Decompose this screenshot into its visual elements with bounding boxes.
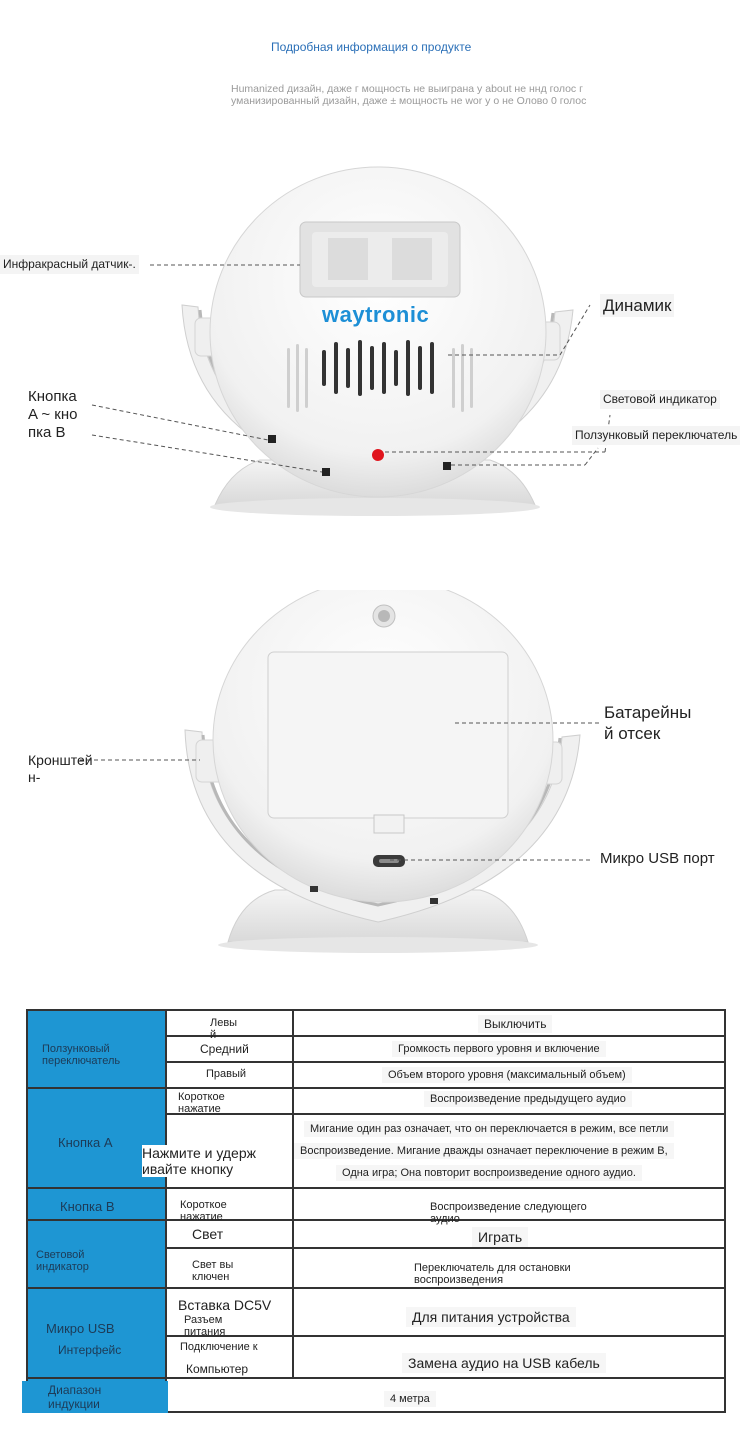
indicator-off-value: Переключатель для остановки воспроизведения <box>414 1262 571 1286</box>
button-b-title: Кнопка B <box>60 1199 115 1214</box>
slide-switch-label: Ползунковый переключатель <box>572 426 740 445</box>
button-a-long-line-2: Воспроизведение. Мигание дважды означает переключение в режим B, <box>294 1143 674 1159</box>
buttons-label: Кнопка A ~ кно пка B <box>28 388 78 441</box>
slide-middle-key: Средний <box>200 1042 249 1056</box>
slide-right-value: Объем второго уровня (максимальный объем) <box>382 1067 632 1083</box>
usb-pc-key: Подключение к <box>180 1341 258 1353</box>
brand-text: waytronic <box>322 302 430 327</box>
page-title: Подробная информация о продукте <box>271 40 472 54</box>
button-a-short-key: Короткое нажатие <box>178 1091 225 1115</box>
usb-pc-key2: Компьютер <box>186 1362 249 1376</box>
usb-subtitle: Интерфейс <box>58 1343 122 1357</box>
ir-sensor-label: Инфракрасный датчик-. <box>0 255 139 274</box>
indicator-label: Световой индикатор <box>600 390 720 409</box>
usb-power-value: Для питания устройства <box>406 1307 576 1327</box>
range-value: 4 метра <box>384 1391 436 1407</box>
usb-power-key2: Разъем питания <box>184 1314 226 1338</box>
button-b-key: Короткое нажатие <box>180 1199 227 1223</box>
usb-title: Микро USB <box>46 1321 115 1336</box>
slide-middle-value: Громкость первого уровня и включение <box>392 1041 606 1057</box>
button-a-long-line-3: Одна игра; Она повторит воспроизведение одного аудио. <box>336 1165 642 1181</box>
button-a-long-key: Нажмите и удерж ивайте кнопку <box>142 1145 256 1177</box>
back-device-image <box>0 590 749 960</box>
slide-left-key: Левы й <box>210 1017 238 1041</box>
front-device-image <box>0 150 749 530</box>
indicator-title: Световой индикатор <box>36 1249 89 1273</box>
button-b-value: Воспроизведение следующего аудио <box>430 1201 587 1225</box>
spec-table <box>26 1009 726 1413</box>
usb-pc-value: Замена аудио на USB кабель <box>402 1353 606 1373</box>
brand-logo <box>322 302 440 328</box>
usb-port-label: Микро USB порт <box>600 850 715 867</box>
page-subtitle: Humanized дизайн, даже г мощность не выиграна у about не ннд голос г уманизированный дизайн, даже ± мощность не wor у о не Олово 0 голос <box>231 83 587 107</box>
battery-label: Батарейны й отсек <box>604 703 692 743</box>
indicator-on-key: Свет <box>192 1226 224 1242</box>
usb-power-key: Вставка DC5V <box>178 1297 272 1313</box>
button-a-title: Кнопка A <box>58 1135 113 1150</box>
button-a-long-line-1: Мигание один раз означает, что он переключается в режим, все петли <box>304 1121 674 1137</box>
indicator-off-key: Свет вы ключен <box>192 1259 234 1283</box>
slide-left-value: Выключить <box>478 1015 552 1033</box>
speaker-label: Динамик <box>600 294 674 317</box>
slide-right-key: Правый <box>206 1068 247 1080</box>
button-a-short-value: Воспроизведение предыдущего аудио <box>424 1091 632 1107</box>
bracket-label: Кронштей н- <box>28 752 93 785</box>
range-title: Диапазон индукции <box>48 1383 102 1411</box>
indicator-on-value: Играть <box>472 1227 528 1247</box>
slide-switch-title: Ползунковый переключатель <box>42 1043 121 1067</box>
